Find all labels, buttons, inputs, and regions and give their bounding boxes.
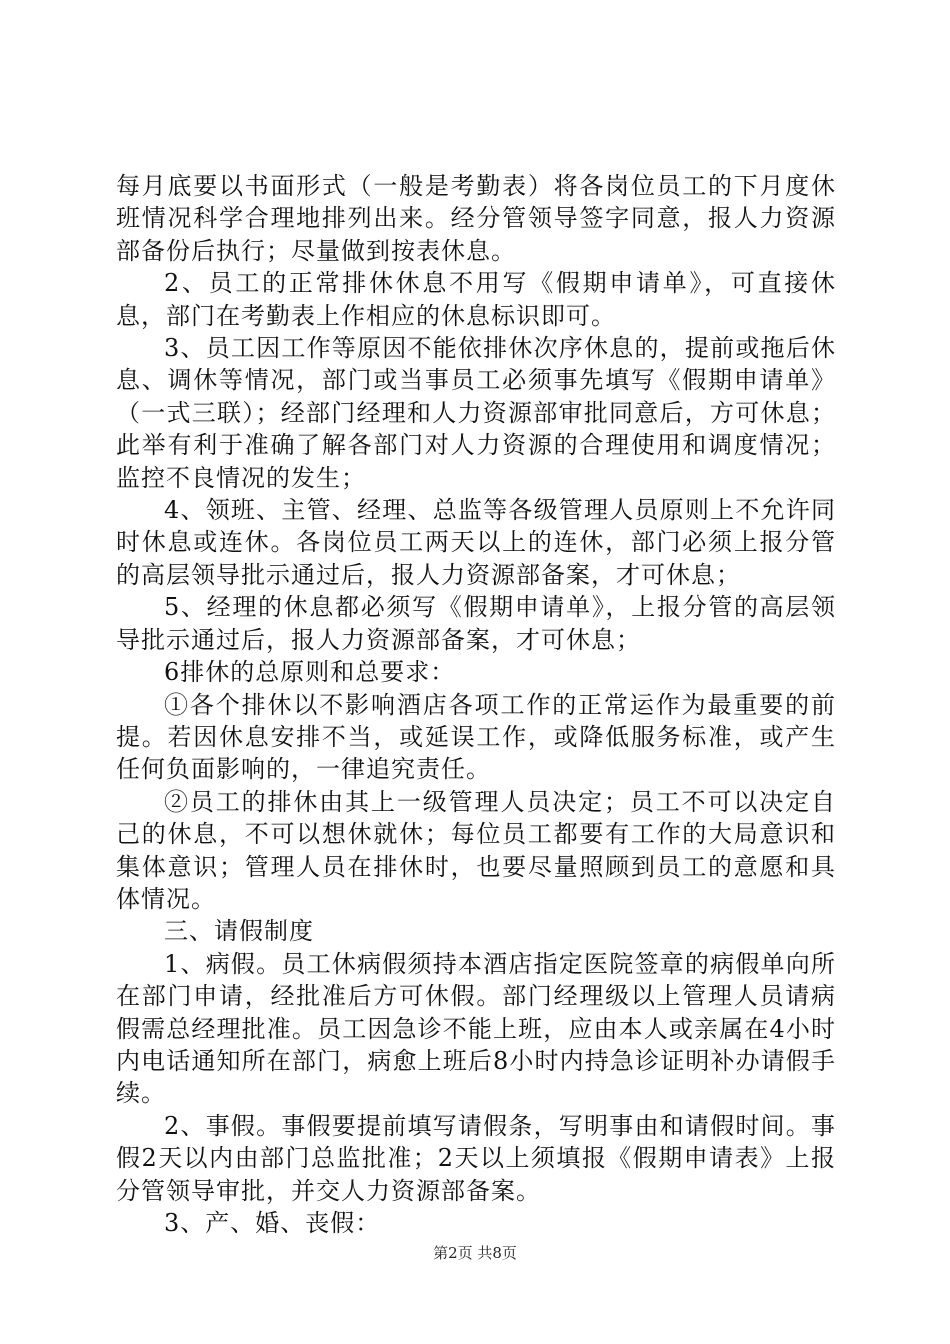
paragraph: 5、经理的休息都必须写《假期申请单》，上报分管的高层领导批示通过后，报人力资源部备案，才可休息； — [116, 593, 836, 654]
paragraph: 2、员工的正常排休休息不用写《假期申请单》，可直接休息，部门在考勤表上作相应的休息标识即可。 — [116, 269, 836, 330]
paragraph: 1、病假。员工休病假须持本酒店指定医院签章的病假单向所在部门申请，经批准后方可休假。部门经理级以上管理人员请病假需总经理批准。员工因急诊不能上班，应由本人或亲属在4小时内电话通知所在部门，病愈上班后8小时内持急诊证明补办请假手续。 — [116, 949, 836, 1108]
paragraph: 每月底要以书面形式（一般是考勤表）将各岗位员工的下月度休班情况科学合理地排列出来。经分管领导签字同意，报人力资源部备份后执行；尽量做到按表休息。 — [116, 172, 836, 265]
document-body — [116, 170, 836, 1239]
page-number-footer: 第2页 共8页 — [433, 1244, 517, 1262]
paragraph: 6排休的总原则和总要求： — [164, 658, 456, 687]
paragraph: 3、产、婚、丧假： — [164, 1209, 381, 1237]
section-heading: 三、请假制度 — [164, 917, 314, 946]
paragraph: 4、领班、主管、经理、总监等各级管理人员原则上不允许同时休息或连休。各岗位员工两天以上的连休，部门必须上报分管的高层领导批示通过后，报人力资源部备案，才可休息； — [116, 496, 836, 589]
paragraph: ①各个排休以不影响酒店各项工作的正常运作为最重要的前提。若因休息安排不当，或延误工作，或降低服务标准，或产生任何负面影响的，一律追究责任。 — [116, 690, 836, 784]
paragraph: 3、员工因工作等原因不能依排休次序休息的，提前或拖后休息、调休等情况，部门或当事员工必须事先填写《假期申请单》（一式三联）；经部门经理和人力资源部审批同意后，方可休息；此举有利于准确了解各部门对人力资源的合理使用和调度情况；监控不良情况的发生； — [116, 334, 836, 492]
paragraph: 2、事假。事假要提前填写请假条，写明事由和请假时间。事假2天以内由部门总监批准；2天以上须填报《假期申请表》上报分管领导审批，并交人力资源部备案。 — [116, 1111, 836, 1205]
paragraph: ②员工的排休由其上一级管理人员决定；员工不可以决定自己的休息，不可以想休就休；每位员工都要有工作的大局意识和集体意识；管理人员在排休时，也要尽量照顾到员工的意愿和具体情况。 — [116, 787, 836, 913]
